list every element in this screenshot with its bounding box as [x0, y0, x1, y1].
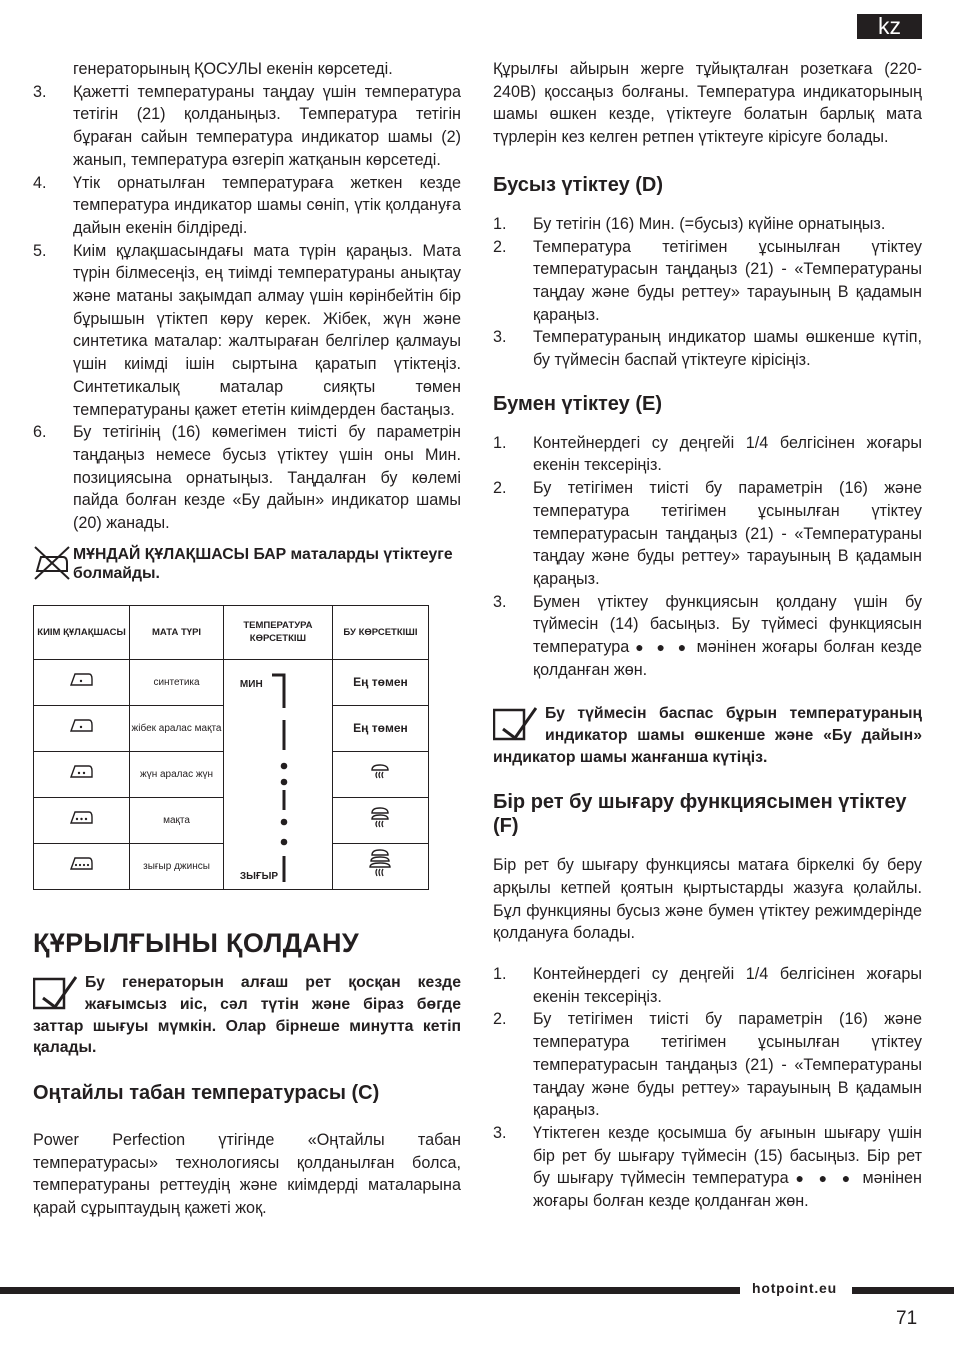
step-text: Контейнердегі су деңгейі 1/4 белгісінен жоғары екенін тексеріңіз.	[533, 965, 922, 1006]
list-item	[33, 240, 461, 422]
steam-2-icon	[332, 797, 428, 843]
step-number: 1.	[493, 433, 507, 452]
fabric-table	[33, 605, 429, 890]
temperature-scale	[223, 659, 332, 889]
steam-1-icon	[332, 751, 428, 797]
list-item	[33, 81, 461, 172]
list-item	[493, 432, 922, 477]
temperature-dots: ● ● ●	[635, 639, 691, 656]
step-text: Бумен үтіктеу функциясын қолдану үшін бу түймесін (14) басыңыз. Бу түймесі функциясын температура ● ● ● мәнінен жоғары болған кезде қолданған жөн.	[533, 592, 922, 679]
table-header: ТЕМПЕРАТУРА КӨРСЕТКІШ	[223, 605, 332, 659]
no-iron-warning	[33, 545, 461, 583]
step-text: Бу тетігімен тиісті бу параметрін (16) және температура тетігімен ұсынылған үтіктеу температурасын таңдаңыз (21) - «Температураны таңдау және буды реттеу» тарауының В қадамын қараңыз.	[533, 479, 922, 588]
temp-max-label: ЗЫҒЫР	[239, 870, 279, 882]
iron-icon	[34, 751, 130, 797]
note-text: Бу түймесін баспас бұрын температураның индикатор шамы өшкенше және «Бу дайын» индикатор шамы жанғанша күтіңіз.	[493, 705, 922, 766]
list-item	[493, 236, 922, 327]
list-item	[33, 421, 461, 535]
table-header: БУ КӨРСЕТКІШІ	[332, 605, 428, 659]
temperature-dots: ● ● ●	[795, 1170, 856, 1187]
list-item	[493, 477, 922, 591]
step-text: Қажетті температураны таңдау үшін температура тетігін (21) қолданыңыз. Температура тетігін бұраған сайын температура индикатор шамы (2) жанып, температура өзгеріп жатқанын көрсетеді.	[73, 82, 461, 169]
iron-icon	[34, 843, 130, 889]
intro-paragraph: Құрылғы айырын жерге тұйықталған розеткаға (220-240В) қоссаңыз болғаны. Температура индикаторының шамы өшкен кезде, үтіктеуге болатын барлық мата түрлерін кез келген ретпен үтіктеуге кірісуге болады.	[493, 60, 922, 147]
subtitle-shot-of-steam: Бір рет бу шығару функциясымен үтіктеу (F)	[493, 791, 907, 838]
no-iron-icon	[33, 545, 73, 581]
list-item	[33, 172, 461, 240]
list-item	[493, 1122, 922, 1213]
paragraph-optimal-temp: Power Perfection үтігінде «Оңтайлы табан температурасы» технологиясы қолданылған болса, температураны реттеудің және киімдерді маталарына қарай сұрыптаудың қажеті жоқ.	[33, 1130, 461, 1217]
temp-min-label: МИН	[239, 678, 263, 690]
step-number: 1.	[493, 214, 507, 233]
paragraph-shot-of-steam: Бір рет бу шығару функциясы матаға біркелкі бу беру арқылы кетпей қоятын қыртыстарды жазуға қолайлы. Бұл функцияны бусыз және бумен үтіктеу режимдерінде қолдануға болады.	[493, 856, 922, 943]
list-item	[493, 326, 922, 371]
note-steam-button	[493, 703, 922, 768]
table-header: КИІМ ҚҰЛАҚШАСЫ	[34, 605, 130, 659]
table-row	[34, 659, 429, 705]
steam-level: Ең төмен	[332, 705, 428, 751]
step-number: 3.	[33, 82, 47, 101]
step-text: Үтік орнатылған температураға жеткен кезде температура индикатор шамы сөніп, үтік қолдануға дайын екенін білдіреді.	[73, 173, 461, 237]
step-number: 5.	[33, 241, 47, 260]
step-text: Контейнердегі су деңгейі 1/4 белгісінен жоғары екенін тексеріңіз.	[533, 433, 922, 475]
step-text: Температура тетігімен ұсынылған үтіктеу температурасын таңдаңыз (21) - «Температураны таңдау және буды реттеу» тарауының В қадамын қараңыз.	[533, 237, 922, 324]
step-text: Температураның индикатор шамы өшкенше күтіп, бу түймесін баспай үтіктеуге кірісіңіз.	[533, 328, 922, 370]
list-item	[493, 1008, 922, 1122]
fabric-type: жібек аралас мақта	[130, 705, 224, 751]
right-column	[493, 58, 922, 1213]
step-number: 6.	[33, 423, 47, 442]
step-number: 3.	[493, 592, 507, 611]
website-label: hotpoint.eu	[752, 1280, 838, 1296]
fabric-type: зығыр джинсы	[130, 843, 224, 889]
fabric-type: синтетика	[130, 659, 224, 705]
step-number: 2.	[493, 237, 507, 256]
language-badge: kz	[857, 14, 922, 39]
subtitle-steam-ironing: Бумен үтіктеу (E)	[493, 392, 663, 415]
step-number: 4.	[33, 173, 47, 192]
footer-bar-left	[0, 1287, 740, 1294]
step-text: Үтіктеген кезде қосымша бу ағынын шығару үшін бір рет бу шығару түймесін (15) басыңыз. Бір рет бу шығару түймесін температура ● ● ● мәнінен жоғары болған кезде қолданған жөн.	[533, 1123, 922, 1211]
step-number: 3.	[493, 328, 507, 347]
fabric-type: мақта	[130, 797, 224, 843]
steam-3-icon	[332, 843, 428, 889]
table-header: МАТА ТҮРІ	[130, 605, 224, 659]
note-first-use	[33, 972, 461, 1058]
step-number: 2.	[493, 479, 507, 498]
step-text: Киім құлақшасындағы мата түрін қараңыз. Мата түрін білмесеңіз, ең тиімді температураны анықтау және матаны зақымдап алмау үшін көрінбейтін бір бұрышын үтіктеп көру керек. Жібек, жүн және синтетика маталар: жалтыраған белгілер қалмауы үшін киімді ішін сыртына қаратып үтіктеңіз. Синтетикалық маталар сияқты төмен температураны қажет ететін киімдерден бастаңыз.	[73, 241, 461, 419]
page-number: 71	[896, 1308, 918, 1329]
step-text: Бу тетігімен тиісті бу параметрін (16) және температура тетігімен ұсынылған үтіктеу температурасын таңдаңыз (21) - «Температураны таңдау және буды реттеу» тарауының В қадамын қараңыз.	[533, 1010, 922, 1120]
subtitle-optimal-temp: Оңтайлы табан температурасы (C)	[33, 1081, 380, 1104]
list-item	[493, 963, 922, 1008]
warning-text: МҰНДАЙ ҚҰЛАҚШАСЫ БАР маталарды үтіктеуге болмайды.	[73, 545, 453, 582]
intro-continued: генераторының ҚОСУЛЫ екенін көрсетеді.	[73, 60, 393, 78]
list-item	[493, 591, 922, 682]
steam-level: Ең төмен	[332, 659, 428, 705]
step-text: Бу тетігінің (16) көмегімен тиісті бу параметрін таңдаңыз немесе бусыз үтіктеу үшін оны Мин. позициясына орнатыңыз. Таңдалған бу көлемі пайда болған кезде «Бу дайын» индикатор шамы (20) жанады.	[73, 423, 461, 533]
step-number: 1.	[493, 965, 507, 984]
note-text: Бу генераторын алғаш рет қосқан кезде жағымсыз иіс, сәл түтін және біраз бөгде заттар шығуы мүмкін. Олар бірнеше минутта кетіп қалады.	[33, 974, 461, 1057]
iron-icon	[34, 659, 130, 705]
checkbox-note-icon	[493, 705, 537, 741]
step-number: 3.	[493, 1123, 507, 1142]
list-item	[493, 213, 922, 236]
iron-icon	[34, 705, 130, 751]
step-number: 2.	[493, 1010, 507, 1029]
subtitle-dry-ironing: Бусыз үтіктеу (D)	[493, 173, 664, 196]
left-column	[33, 58, 461, 1220]
checkbox-note-icon	[33, 974, 77, 1010]
section-title: ҚҰРЫЛҒЫНЫ ҚОЛДАНУ	[33, 927, 359, 958]
footer-bar-right	[852, 1287, 954, 1294]
iron-icon	[34, 797, 130, 843]
fabric-type: жүн аралас жүн	[130, 751, 224, 797]
step-text: Бу тетігін (16) Мин. (=бусыз) күйіне орнатыңыз.	[533, 214, 886, 233]
